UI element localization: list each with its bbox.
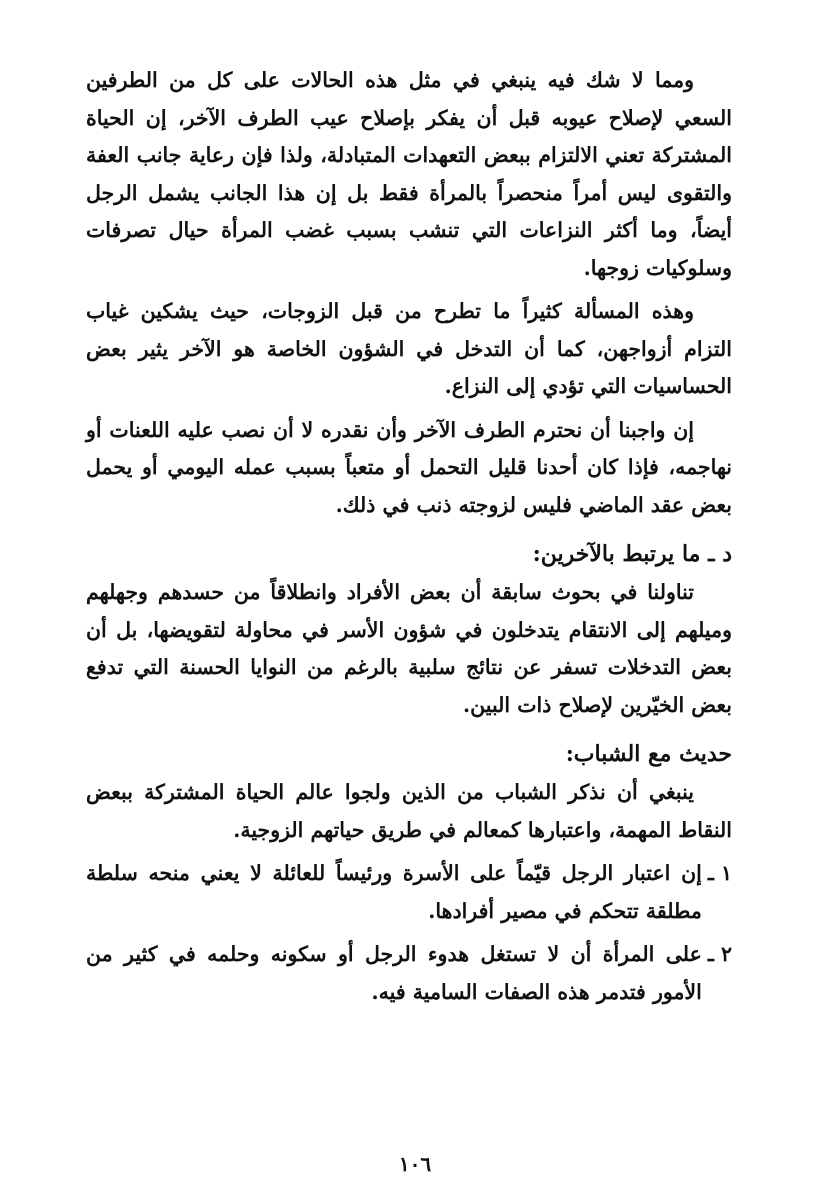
paragraph-interference: تناولنا في بحوث سابقة أن بعض الأفراد وانطلاقاً من حسدهم وجهلهم وميلهم إلى الانتقام يتدخلون في شؤون الأسر في محاولة لتقويضها، بل أن بعض التدخلات تسفر عن نتائج سلبية بالرغم من النوايا الحسنة التي تدفع بعض الخيّرين لإصلاح ذات البين. (86, 580, 732, 717)
list-item-number: ١ ـ (707, 861, 732, 885)
paragraph-mutual-reform: ومما لا شك فيه ينبغي في مثل هذه الحالات على كل من الطرفين السعي لإصلاح عيوبه قبل أن يفكر بإصلاح عيب الطرف الآخر، إن الحياة المشتركة تعني الالتزام ببعض التعهدات المتبادلة، ولذا فإن رعاية جانب العفة والتقوى ليس أمراً منحصراً بالمرأة فقط بل إن هذا الجانب يشمل الرجل أيضاً، وما أكثر النزاعات التي تنشب بسبب غضب المرأة حيال تصرفات وسلوكيات زوجها. (86, 68, 732, 280)
section-heading-youth: حديث مع الشباب: (565, 741, 732, 767)
page-body (86, 62, 732, 1017)
section-heading-others: د ـ ما يرتبط بالآخرين: (532, 541, 732, 567)
paragraph-wives-complaints: وهذه المسألة كثيراً ما تطرح من قبل الزوجات، حيث يشكين غياب التزام أزواجهن، كما أن التدخل في الشؤون الخاصة هو الآخر يثير بعض الحساسيات التي تؤدي إلى النزاع. (86, 299, 732, 398)
list-item (86, 855, 732, 930)
list-item (86, 936, 732, 1011)
list-item-text: إن اعتبار الرجل قيّماً على الأسرة ورئيساً للعائلة لا يعني منحه سلطة مطلقة تتحكم في مصير أفرادها. (86, 861, 702, 923)
paragraph-respect-partner: إن واجبنا أن نحترم الطرف الآخر وأن نقدره لا أن نصب عليه اللعنات أو نهاجمه، فإذا كان أحدنا قليل التحمل أو متعباً بسبب عمله اليومي أو يحمل بعض عقد الماضي فليس لزوجته ذنب في ذلك. (86, 417, 732, 517)
list-item-text: على المرأة أن لا تستغل هدوء الرجل أو سكونه وحلمه في كثير من الأمور فتدمر هذه الصفات السامية فيه. (86, 942, 702, 1004)
paragraph-youth-intro: ينبغي أن نذكر الشباب من الذين ولجوا عالم الحياة المشتركة ببعض النقاط المهمة، واعتبارها كمعالم في طريق حياتهم الزوجية. (86, 780, 732, 842)
list-item-number: ٢ ـ (707, 942, 732, 966)
page-number: ١٠٦ (398, 1152, 432, 1176)
